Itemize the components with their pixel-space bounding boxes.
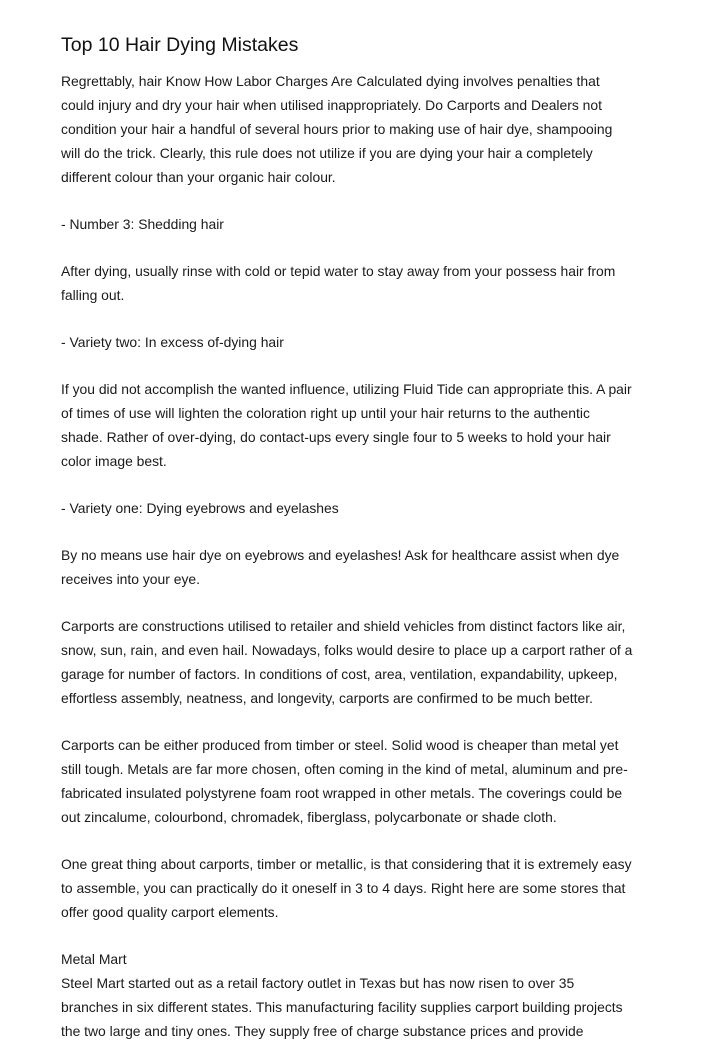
paragraph-carports-intro [61,614,673,710]
text-line: shade. Rather of over-dying, do contact-ups every single four to 5 weeks to hold your hair [61,429,611,445]
paragraph-eyebrows [61,543,673,591]
list-heading-variety-two [61,330,673,354]
text-line: snow, sun, rain, and even hail. Nowadays, folks would desire to place up a carport rather of a [61,642,633,658]
text-line: By no means use hair dye on eyebrows and eyelashes! Ask for healthcare assist when dye [61,547,620,563]
text-line: One great thing about carports, timber or metallic, is that considering that it is extremely easy [61,856,632,872]
list-heading-number-3 [61,212,673,236]
paragraph-over-dying [61,377,673,473]
text-line: condition your hair a handful of several hours prior to making use of hair dye, shampooing [61,121,613,137]
text-line: different colour than your organic hair colour. [61,169,336,185]
text-line: the two large and tiny ones. They supply free of charge substance prices and provide [61,1023,584,1039]
text-line: branches in six different states. This manufacturing facility supplies carport building projects [61,999,623,1015]
paragraph-carport-materials [61,733,673,829]
text-line: offer good quality carport elements. [61,904,279,920]
list-heading-variety-one [61,496,673,520]
text-line: garage for number of factors. In conditions of cost, area, ventilation, expandability, upkeep, [61,666,618,682]
paragraph-metal-mart [61,947,673,1043]
text-line: After dying, usually rinse with cold or tepid water to stay away from your possess hair from [61,263,616,279]
text-line: still tough. Metals are far more chosen, often coming in the kind of metal, aluminum and pre- [61,761,628,777]
paragraph-shedding [61,259,673,307]
text-line: to assemble, you can practically do it oneself in 3 to 4 days. Right here are some stores that [61,880,626,896]
text-line: of times of use will lighten the coloration right up until your hair returns to the authentic [61,405,590,421]
text-line: receives into your eye. [61,571,200,587]
paragraph-carport-assembly [61,852,673,924]
text-line: out zincalume, colourbond, chromadek, fiberglass, polycarbonate or shade cloth. [61,809,557,825]
text-line: falling out. [61,287,125,303]
text-line: - Variety one: Dying eyebrows and eyelashes [61,500,339,516]
text-line: color image best. [61,453,167,469]
text-line: If you did not accomplish the wanted influence, utilizing Fluid Tide can appropriate this. A pair [61,381,632,397]
text-line: could injury and dry your hair when utilised inappropriately. Do Carports and Dealers not [61,97,602,113]
document-title: Top 10 Hair Dying Mistakes [61,34,299,56]
text-line: Steel Mart started out as a retail factory outlet in Texas but has now risen to over 35 [61,975,575,991]
document-page [61,32,673,1043]
paragraph-intro [61,69,673,189]
text-line: - Variety two: In excess of-dying hair [61,334,284,350]
section-heading-metal-mart: Metal Mart [61,951,127,967]
text-line: - Number 3: Shedding hair [61,216,224,232]
text-line: will do the trick. Clearly, this rule does not utilize if you are dying your hair a completely [61,145,593,161]
text-line: Regrettably, hair Know How Labor Charges Are Calculated dying involves penalties that [61,73,600,89]
text-line: Carports are constructions utilised to retailer and shield vehicles from distinct factors like air, [61,618,626,634]
text-line: Carports can be either produced from timber or steel. Solid wood is cheaper than metal yet [61,737,619,753]
text-line: fabricated insulated polystyrene foam root wrapped in other metals. The coverings could be [61,785,623,801]
text-line: effortless assembly, neatness, and longevity, carports are confirmed to be much better. [61,690,593,706]
